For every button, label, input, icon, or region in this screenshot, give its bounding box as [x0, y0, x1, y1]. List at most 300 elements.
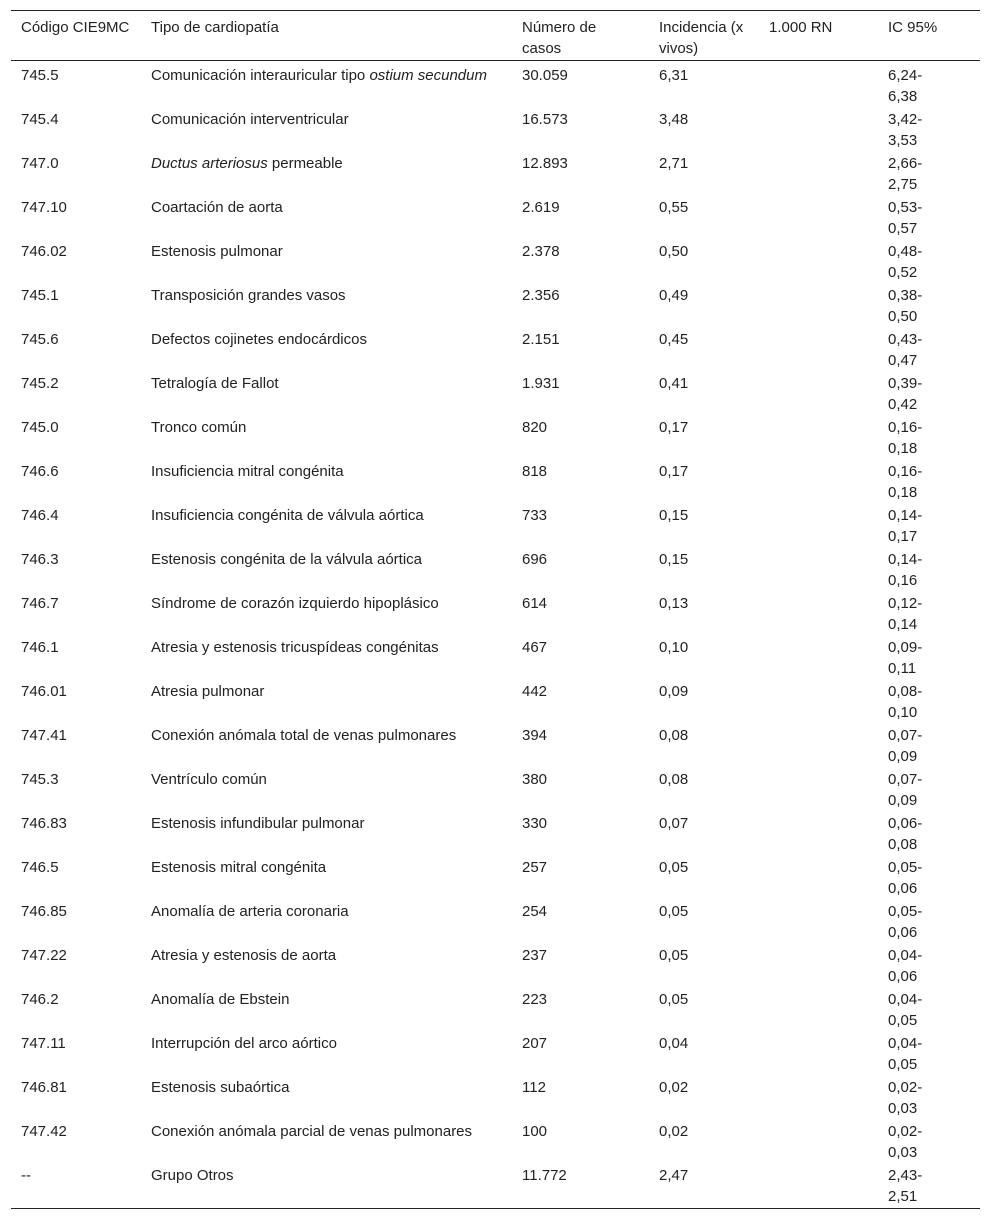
cell-incidence [659, 548, 888, 592]
cell-code [11, 900, 151, 944]
cases-value: 330 [522, 815, 548, 832]
ci-upper: 0,57 [888, 220, 918, 237]
table-row [11, 61, 980, 109]
cell-code [11, 724, 151, 768]
cell-type [151, 988, 522, 1032]
incidence-value: 0,05 [659, 947, 689, 964]
cell-cases [522, 240, 659, 284]
ci-lower: 0,48- [888, 243, 923, 260]
cell-code [11, 284, 151, 328]
table-body [11, 61, 980, 1209]
cell-code [11, 548, 151, 592]
cell-type [151, 856, 522, 900]
cases-value: 2.151 [522, 331, 560, 348]
cell-incidence [659, 460, 888, 504]
code-value: 746.5 [21, 859, 59, 876]
type-text: Insuficiencia congénita de válvula aórtica [151, 507, 424, 524]
cell-code [11, 61, 151, 109]
table-header-row [11, 11, 980, 61]
table-row [11, 1076, 980, 1120]
type-text: Atresia y estenosis de aorta [151, 947, 337, 964]
ci-range [888, 857, 928, 899]
type-text: Interrupción del arco aórtico [151, 1035, 337, 1052]
type-text: Estenosis mitral congénita [151, 859, 327, 876]
table-row [11, 504, 980, 548]
header-type: Tipo de cardiopatía [151, 19, 279, 36]
ci-range [888, 505, 928, 547]
incidence-value: 0,41 [659, 375, 689, 392]
ci-lower: 0,06- [888, 815, 923, 832]
incidence-value: 0,49 [659, 287, 689, 304]
code-value: 747.22 [21, 947, 67, 964]
type-text: Ventrículo común [151, 771, 267, 788]
cell-cases [522, 856, 659, 900]
type-text-suffix: permeable [267, 155, 343, 172]
type-text: Defectos cojinetes endocárdicos [151, 331, 367, 348]
cell-ci [888, 240, 980, 284]
cases-value: 2.619 [522, 199, 560, 216]
cell-incidence [659, 1164, 888, 1209]
type-text: Estenosis congénita de la válvula aórtica [151, 551, 422, 568]
type-text: Conexión anómala total de venas pulmonares [151, 727, 457, 744]
code-value: 745.3 [21, 771, 59, 788]
cell-cases [522, 900, 659, 944]
cell-cases [522, 1164, 659, 1209]
cell-cases [522, 724, 659, 768]
ci-upper: 0,03 [888, 1100, 918, 1117]
type-text: Atresia y estenosis tricuspídeas congénitas [151, 639, 439, 656]
cell-type [151, 1164, 522, 1209]
ci-range [888, 813, 928, 855]
type-text: Conexión anómala parcial de venas pulmonares [151, 1123, 473, 1140]
ci-upper: 0,42 [888, 396, 918, 413]
cell-code [11, 416, 151, 460]
cell-type [151, 460, 522, 504]
cell-incidence [659, 504, 888, 548]
code-value: 745.6 [21, 331, 59, 348]
cases-value: 614 [522, 595, 548, 612]
cell-type [151, 636, 522, 680]
code-value: 746.4 [21, 507, 59, 524]
cases-value: 207 [522, 1035, 548, 1052]
cell-incidence [659, 636, 888, 680]
type-text: Tronco común [151, 419, 247, 436]
cell-ci [888, 548, 980, 592]
cell-type [151, 284, 522, 328]
type-text: Estenosis subaórtica [151, 1079, 290, 1096]
ci-upper: 0,09 [888, 792, 918, 809]
cell-ci [888, 372, 980, 416]
ci-range [888, 1033, 928, 1075]
table-row [11, 108, 980, 152]
cell-incidence [659, 724, 888, 768]
type-text: Coartación de aorta [151, 199, 283, 216]
cell-code [11, 240, 151, 284]
type-text: Síndrome de corazón izquierdo hipoplásico [151, 595, 439, 612]
ci-lower: 0,04- [888, 1035, 923, 1052]
cell-code [11, 592, 151, 636]
cell-code [11, 1120, 151, 1164]
ci-lower: 0,43- [888, 331, 923, 348]
ci-range [888, 241, 928, 283]
ci-upper: 0,47 [888, 352, 918, 369]
header-cases [522, 11, 659, 61]
ci-lower: 0,05- [888, 859, 923, 876]
ci-range [888, 461, 928, 503]
cell-ci [888, 1032, 980, 1076]
cell-type [151, 196, 522, 240]
ci-range [888, 637, 928, 679]
ci-lower: 3,42- [888, 111, 923, 128]
incidence-value: 0,05 [659, 991, 689, 1008]
cell-ci [888, 61, 980, 109]
ci-range [888, 285, 928, 327]
table-row [11, 988, 980, 1032]
table-row [11, 416, 980, 460]
code-value: 746.3 [21, 551, 59, 568]
code-value: 746.01 [21, 683, 67, 700]
cell-cases [522, 1120, 659, 1164]
ci-range [888, 197, 928, 239]
ci-upper: 2,75 [888, 176, 918, 193]
table-row [11, 328, 980, 372]
cell-cases [522, 1032, 659, 1076]
cell-incidence [659, 1032, 888, 1076]
ci-lower: 0,16- [888, 463, 923, 480]
ci-upper: 3,53 [888, 132, 918, 149]
code-value: 745.1 [21, 287, 59, 304]
ci-range [888, 65, 928, 107]
cases-value: 442 [522, 683, 548, 700]
ci-lower: 0,04- [888, 947, 923, 964]
ci-lower: 0,09- [888, 639, 923, 656]
incidence-value: 6,31 [659, 67, 689, 84]
ci-lower: 0,53- [888, 199, 923, 216]
ci-range [888, 769, 928, 811]
ci-lower: 0,07- [888, 771, 923, 788]
ci-upper: 0,05 [888, 1056, 918, 1073]
code-value: 747.10 [21, 199, 67, 216]
ci-upper: 0,16 [888, 572, 918, 589]
ci-upper: 0,06 [888, 880, 918, 897]
cell-ci [888, 636, 980, 680]
code-value: 746.02 [21, 243, 67, 260]
cell-cases [522, 460, 659, 504]
ci-range [888, 373, 928, 415]
cell-type [151, 372, 522, 416]
code-value: 746.85 [21, 903, 67, 920]
ci-range [888, 109, 928, 151]
table-row [11, 152, 980, 196]
ci-upper: 0,18 [888, 440, 918, 457]
ci-range [888, 989, 928, 1031]
cell-code [11, 1076, 151, 1120]
cell-ci [888, 460, 980, 504]
cell-type [151, 900, 522, 944]
cell-ci [888, 1164, 980, 1209]
ci-range [888, 1077, 928, 1119]
code-value: 746.81 [21, 1079, 67, 1096]
ci-lower: 0,14- [888, 551, 923, 568]
cell-incidence [659, 240, 888, 284]
ci-upper: 0,05 [888, 1012, 918, 1029]
cardiopathy-table-container [11, 10, 980, 1209]
cell-incidence [659, 284, 888, 328]
code-value: 745.0 [21, 419, 59, 436]
cell-incidence [659, 812, 888, 856]
table-row [11, 240, 980, 284]
cell-code [11, 372, 151, 416]
cell-type [151, 944, 522, 988]
cell-cases [522, 152, 659, 196]
ci-lower: 0,02- [888, 1123, 923, 1140]
table-row [11, 812, 980, 856]
table-row [11, 1164, 980, 1209]
cell-incidence [659, 61, 888, 109]
cell-type [151, 548, 522, 592]
table-row [11, 856, 980, 900]
cell-ci [888, 108, 980, 152]
cell-cases [522, 196, 659, 240]
cell-ci [888, 680, 980, 724]
code-value: 746.6 [21, 463, 59, 480]
cases-value: 1.931 [522, 375, 560, 392]
code-value: -- [21, 1167, 31, 1184]
code-value: 747.42 [21, 1123, 67, 1140]
cell-ci [888, 504, 980, 548]
incidence-value: 0,08 [659, 771, 689, 788]
ci-lower: 0,05- [888, 903, 923, 920]
cell-cases [522, 504, 659, 548]
cardiopathy-table [11, 10, 980, 1209]
ci-upper: 6,38 [888, 88, 918, 105]
cell-code [11, 1032, 151, 1076]
code-value: 745.2 [21, 375, 59, 392]
cell-cases [522, 944, 659, 988]
ci-upper: 0,08 [888, 836, 918, 853]
cell-ci [888, 328, 980, 372]
incidence-value: 0,55 [659, 199, 689, 216]
cell-ci [888, 856, 980, 900]
header-ci: IC 95% [888, 19, 938, 36]
cell-code [11, 504, 151, 548]
ci-range [888, 417, 928, 459]
cell-code [11, 1164, 151, 1209]
cases-value: 30.059 [522, 67, 568, 84]
cell-cases [522, 768, 659, 812]
cases-value: 112 [522, 1079, 546, 1096]
cases-value: 257 [522, 859, 548, 876]
incidence-value: 0,04 [659, 1035, 689, 1052]
cell-ci [888, 724, 980, 768]
cell-cases [522, 108, 659, 152]
cell-code [11, 856, 151, 900]
cell-type [151, 416, 522, 460]
ci-range [888, 153, 928, 195]
cell-code [11, 108, 151, 152]
cell-cases [522, 1076, 659, 1120]
cell-type [151, 504, 522, 548]
code-value: 746.2 [21, 991, 59, 1008]
cases-value: 237 [522, 947, 548, 964]
ci-upper: 0,09 [888, 748, 918, 765]
cell-cases [522, 548, 659, 592]
ci-range [888, 1165, 928, 1207]
ci-upper: 0,11 [888, 660, 917, 677]
code-value: 747.0 [21, 155, 59, 172]
cell-cases [522, 61, 659, 109]
cases-value: 733 [522, 507, 548, 524]
cell-type [151, 240, 522, 284]
type-text: Transposición grandes vasos [151, 287, 346, 304]
cell-ci [888, 988, 980, 1032]
ci-lower: 0,16- [888, 419, 923, 436]
code-value: 746.83 [21, 815, 67, 832]
incidence-value: 0,02 [659, 1123, 689, 1140]
cases-value: 696 [522, 551, 548, 568]
ci-upper: 0,06 [888, 968, 918, 985]
cases-value: 820 [522, 419, 548, 436]
cell-cases [522, 636, 659, 680]
incidence-value: 0,17 [659, 419, 689, 436]
incidence-value: 0,15 [659, 551, 689, 568]
code-value: 747.11 [21, 1035, 66, 1052]
cell-cases [522, 372, 659, 416]
table-row [11, 592, 980, 636]
cell-ci [888, 900, 980, 944]
cell-code [11, 988, 151, 1032]
cell-incidence [659, 152, 888, 196]
cell-cases [522, 812, 659, 856]
table-row [11, 724, 980, 768]
ci-lower: 0,12- [888, 595, 923, 612]
cell-type [151, 812, 522, 856]
cell-incidence [659, 196, 888, 240]
incidence-value: 0,05 [659, 903, 689, 920]
cell-incidence [659, 1076, 888, 1120]
cell-ci [888, 1076, 980, 1120]
cell-code [11, 196, 151, 240]
type-text: Insuficiencia mitral congénita [151, 463, 344, 480]
cases-value: 12.893 [522, 155, 568, 172]
cell-incidence [659, 900, 888, 944]
type-text: Estenosis pulmonar [151, 243, 283, 260]
incidence-value: 0,13 [659, 595, 689, 612]
cell-type [151, 108, 522, 152]
cell-incidence [659, 328, 888, 372]
cell-incidence [659, 592, 888, 636]
cell-incidence [659, 768, 888, 812]
cell-code [11, 768, 151, 812]
ci-upper: 0,52 [888, 264, 918, 281]
cases-value: 100 [522, 1123, 548, 1140]
cell-code [11, 636, 151, 680]
ci-lower: 0,14- [888, 507, 923, 524]
cell-ci [888, 768, 980, 812]
type-text: Anomalía de Ebstein [151, 991, 290, 1008]
table-row [11, 460, 980, 504]
cell-cases [522, 680, 659, 724]
code-value: 745.5 [21, 67, 59, 84]
type-text: Comunicación interauricular tipo [151, 67, 370, 84]
cell-code [11, 812, 151, 856]
cell-code [11, 152, 151, 196]
type-text: Anomalía de arteria coronaria [151, 903, 349, 920]
ci-range [888, 725, 928, 767]
incidence-value: 0,02 [659, 1079, 689, 1096]
ci-lower: 0,07- [888, 727, 923, 744]
cell-incidence [659, 108, 888, 152]
incidence-value: 0,17 [659, 463, 689, 480]
table-row [11, 372, 980, 416]
cell-type [151, 1120, 522, 1164]
cases-value: 2.378 [522, 243, 560, 260]
incidence-value: 2,71 [659, 155, 689, 172]
table-row [11, 196, 980, 240]
cell-type [151, 61, 522, 109]
ci-range [888, 901, 928, 943]
cell-cases [522, 592, 659, 636]
table-row [11, 548, 980, 592]
cell-incidence [659, 988, 888, 1032]
ci-range [888, 549, 928, 591]
code-value: 746.1 [21, 639, 59, 656]
cell-type [151, 152, 522, 196]
header-cases-text: Número de casos [522, 19, 597, 57]
cell-cases [522, 988, 659, 1032]
type-text: Comunicación interventricular [151, 111, 349, 128]
ci-lower: 2,66- [888, 155, 923, 172]
incidence-value: 0,09 [659, 683, 689, 700]
cell-code [11, 328, 151, 372]
type-text: Estenosis infundibular pulmonar [151, 815, 365, 832]
type-text-italic: Ductus arteriosus [151, 155, 268, 172]
cases-value: 467 [522, 639, 548, 656]
cell-incidence [659, 416, 888, 460]
cell-ci [888, 284, 980, 328]
ci-upper: 0,50 [888, 308, 918, 325]
incidence-value: 0,45 [659, 331, 689, 348]
cell-ci [888, 812, 980, 856]
cell-code [11, 944, 151, 988]
type-text: Atresia pulmonar [151, 683, 265, 700]
cell-incidence [659, 856, 888, 900]
cases-value: 394 [522, 727, 548, 744]
ci-upper: 0,06 [888, 924, 918, 941]
table-row [11, 900, 980, 944]
cell-ci [888, 196, 980, 240]
cell-ci [888, 416, 980, 460]
cases-value: 380 [522, 771, 548, 788]
cell-type [151, 592, 522, 636]
cell-cases [522, 284, 659, 328]
ci-range [888, 945, 928, 987]
table-row [11, 1120, 980, 1164]
code-value: 746.7 [21, 595, 59, 612]
table-row [11, 944, 980, 988]
ci-upper: 0,18 [888, 484, 918, 501]
ci-upper: 0,17 [888, 528, 918, 545]
ci-range [888, 329, 928, 371]
incidence-value: 0,07 [659, 815, 689, 832]
cell-type [151, 768, 522, 812]
ci-upper: 0,14 [888, 616, 918, 633]
header-incidence [659, 11, 888, 61]
code-value: 745.4 [21, 111, 59, 128]
header-code: Código CIE9MC [21, 19, 130, 36]
ci-lower: 6,24- [888, 67, 923, 84]
type-text: Tetralogía de Fallot [151, 375, 279, 392]
